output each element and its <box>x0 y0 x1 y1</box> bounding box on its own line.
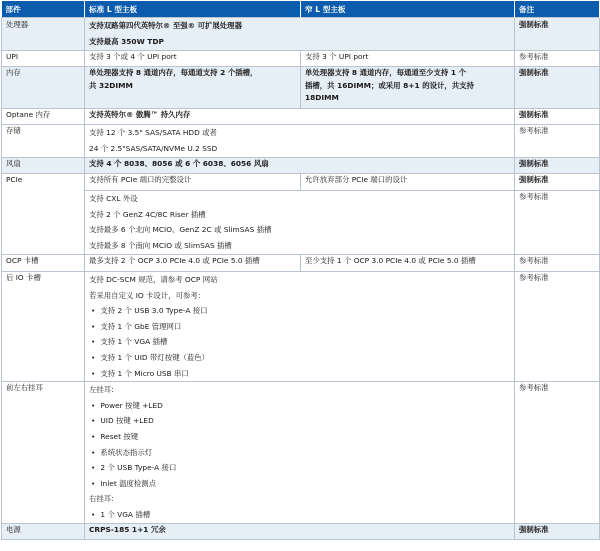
list-item: • 支持 1 个 GbE 管理网口 <box>89 319 510 335</box>
spec-line: 单处理器支持 8 通道内存，每通道至少支持 1 个 <box>305 68 467 77</box>
spec-line: 支持 DC-SCM 规范，请参考 OCP 网站 <box>89 275 218 284</box>
note-cell: 强制标准 <box>515 109 600 125</box>
spec-cell <box>85 382 515 524</box>
spec-line: 左挂耳: <box>89 385 114 395</box>
spec-line: 右挂耳: <box>89 494 114 504</box>
part-cell: 电源 <box>2 524 85 540</box>
table-row-storage <box>2 125 600 158</box>
spec-line: 插槽，共 16DIMM；或采用 8+1 的设计，共支持 <box>305 80 474 90</box>
list-item: • 支持 2 个 USB 3.0 Type-A 接口 <box>89 303 510 319</box>
note-cell: 参考标准 <box>515 125 600 158</box>
spec-line: 若采用自定义 IO 卡设计，可参考： <box>89 290 206 300</box>
table-row-ocp <box>2 255 600 272</box>
spec-line: 24 个 2.5"SAS/SATA/NVMe U.2 SSD <box>89 143 218 153</box>
note-cell: 参考标准 <box>515 255 600 272</box>
spec-cell-narrow <box>301 67 515 109</box>
header-note: 备注 <box>515 1 600 18</box>
list-item: • 系统状态指示灯 <box>89 445 510 461</box>
note-cell: 参考标准 <box>515 382 600 524</box>
table-row-rear-io <box>2 272 600 382</box>
note-cell: 强制标准 <box>515 158 600 174</box>
spec-line: 单处理器支持 8 通道内存，每通道支持 2 个插槽， <box>89 68 258 77</box>
spec-cell: 支持英特尔® 傲腾™ 持久内存 <box>85 109 515 125</box>
list-item: • 支持 1 个 Micro USB 串口 <box>89 366 510 382</box>
table-row-pcie <box>2 174 600 191</box>
table-row-memory <box>2 67 600 109</box>
spec-cell <box>85 18 515 51</box>
spec-cell-standard <box>85 67 301 109</box>
spec-cell-narrow: 允许放弃部分 PCIe 端口的设计 <box>301 174 515 191</box>
spec-cell <box>85 272 515 382</box>
table-row-psu <box>2 524 600 540</box>
spec-line: 支持 12 个 3.5" SAS/SATA HDD 或者 <box>89 128 217 137</box>
spec-cell-standard: 支持 3 个或 4 个 UPI port <box>85 51 301 67</box>
note-cell: 强制标准 <box>515 174 600 191</box>
list-item: • Power 按键 +LED <box>89 398 510 414</box>
spec-line: 支持最高 350W TDP <box>89 36 164 46</box>
spec-cell-standard: 最多支持 2 个 OCP 3.0 PCIe 4.0 或 PCIe 5.0 插槽 <box>85 255 301 272</box>
spec-cell <box>85 191 515 255</box>
spec-cell: 支持 4 个 8038、8056 或 6 个 6038、6056 风扇 <box>85 158 515 174</box>
header-row <box>2 1 600 18</box>
spec-line: 支持 2 个 GenZ 4C/8C Riser 插槽 <box>89 209 206 219</box>
part-cell: 前左右挂耳 <box>2 382 85 524</box>
part-cell: 处理器 <box>2 18 85 51</box>
note-cell: 参考标准 <box>515 51 600 67</box>
list-item: • 支持 1 个 VGA 插槽 <box>89 334 510 350</box>
spec-line: 18DIMM <box>305 93 339 102</box>
table-row-pcie-optional <box>2 191 600 255</box>
header-part: 部件 <box>2 1 85 18</box>
part-cell: PCIe <box>2 174 85 255</box>
table-row-optane <box>2 109 600 125</box>
table-row-cpu <box>2 18 600 51</box>
note-cell: 强制标准 <box>515 67 600 109</box>
note-cell: 强制标准 <box>515 18 600 51</box>
table-row-upi <box>2 51 600 67</box>
spec-line: 支持最多 8 个南向 MCIO 或 SlimSAS 插槽 <box>89 240 232 250</box>
part-cell: OCP 卡槽 <box>2 255 85 272</box>
note-cell: 强制标准 <box>515 524 600 540</box>
spec-line: 共 32DIMM <box>89 80 133 90</box>
header-narrow-l: 窄 L 型主板 <box>301 1 515 18</box>
list-item: • 支持 1 个 UID 带灯按键（蓝色） <box>89 350 510 366</box>
part-cell: 内存 <box>2 67 85 109</box>
header-standard-l: 标准 L 型主板 <box>85 1 301 18</box>
part-cell: Optane 内存 <box>2 109 85 125</box>
table-row-fan <box>2 158 600 174</box>
spec-cell-narrow: 支持 3 个 UPI port <box>301 51 515 67</box>
spec-line: 支持双路第四代英特尔® 至强® 可扩展处理器 <box>89 21 242 30</box>
spec-cell <box>85 125 515 158</box>
spec-table <box>1 1 600 540</box>
note-cell: 参考标准 <box>515 272 600 382</box>
list-item: • UID 按键 +LED <box>89 413 510 429</box>
list-item: • Reset 按键 <box>89 429 510 445</box>
spec-cell: CRPS-185 1+1 冗余 <box>85 524 515 540</box>
note-cell: 参考标准 <box>515 191 600 255</box>
part-cell: 存储 <box>2 125 85 158</box>
spec-line: 支持最多 6 个北向 MCIO、GenZ 2C 或 SlimSAS 插槽 <box>89 225 272 235</box>
part-cell: 风扇 <box>2 158 85 174</box>
spec-line: 支持 CXL 外设 <box>89 194 138 203</box>
spec-cell-narrow: 至少支持 1 个 OCP 3.0 PCIe 4.0 或 PCIe 5.0 插槽 <box>301 255 515 272</box>
part-cell: 后 IO 卡槽 <box>2 272 85 382</box>
part-cell: UPI <box>2 51 85 67</box>
spec-cell-standard: 支持所有 PCIe 端口的完整设计 <box>85 174 301 191</box>
list-item: • 1 个 VGA 插槽 <box>89 507 510 523</box>
table-row-front-ears <box>2 382 600 524</box>
list-item: • 2 个 USB Type-A 接口 <box>89 460 510 476</box>
list-item: • Inlet 温度检测点 <box>89 476 510 492</box>
